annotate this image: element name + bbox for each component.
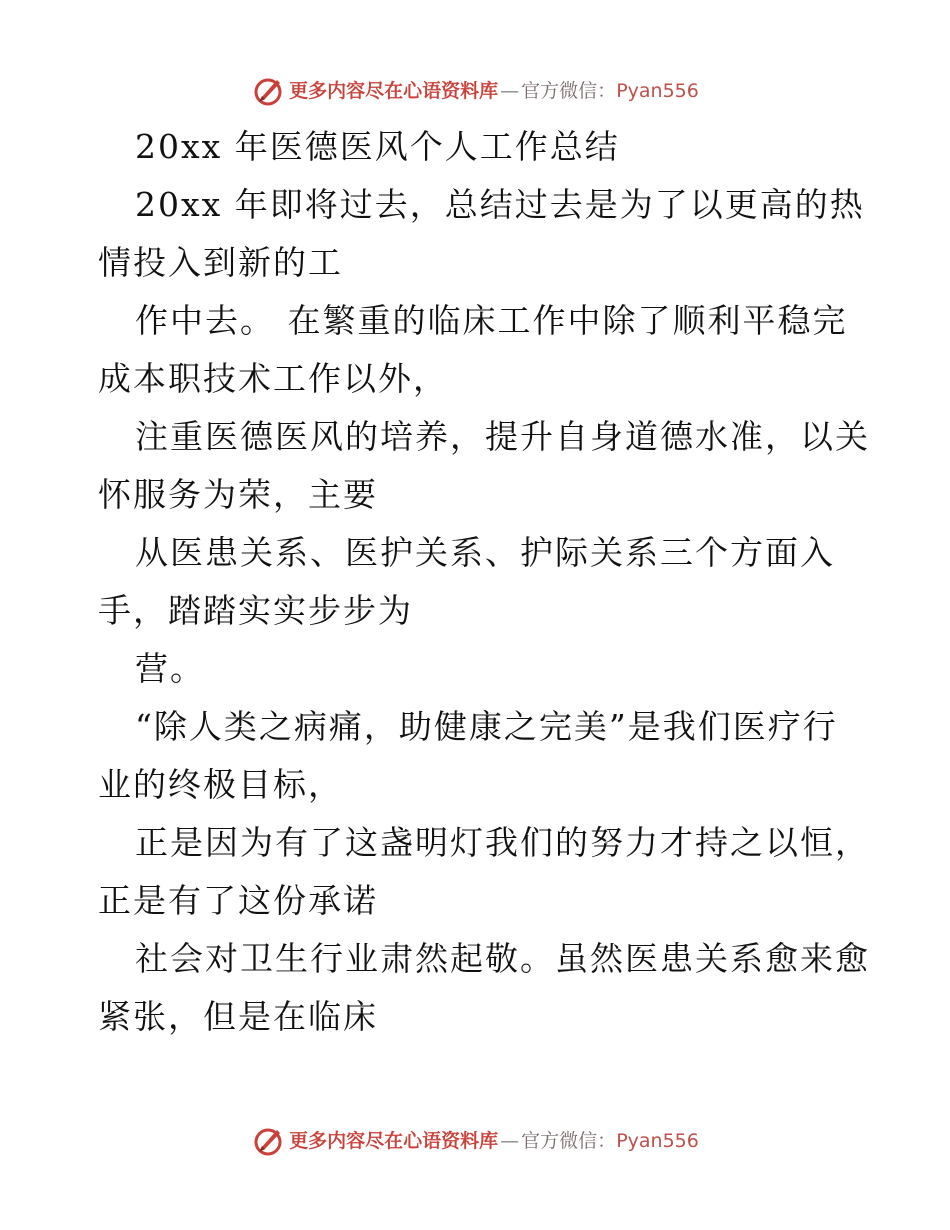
paragraph-line: 20xx 年即将过去，总结过去是为了以更高的热 [135, 185, 865, 224]
paragraph-line: 怀服务为荣，主要 [98, 475, 378, 514]
site-name-text: 更多内容尽在心语资料库 [289, 80, 499, 102]
document-body [98, 118, 870, 1046]
banner-dash: — [500, 1130, 520, 1152]
footer-banner [0, 1124, 950, 1158]
wechat-id: Pyan556 [616, 80, 699, 102]
quill-pen-circle-icon [251, 74, 285, 108]
document-title: 20xx 年医德医风个人工作总结 [135, 127, 620, 166]
quill-pen-circle-icon [251, 1124, 285, 1158]
site-name-text: 更多内容尽在心语资料库 [289, 1130, 499, 1152]
paragraph-line: 业的终极目标， [98, 765, 343, 804]
paragraph-line: “除人类之病痛，助健康之完美”是我们医疗行 [135, 707, 838, 746]
banner-dash: — [500, 80, 520, 102]
paragraph-line: 正是因为有了这盏明灯我们的努力才持之以恒， [135, 823, 870, 862]
paragraph-line: 成本职技术工作以外， [98, 359, 448, 398]
paragraph-line: 手，踏踏实实步步为 [98, 591, 413, 630]
paragraph-line: 作中去。 在繁重的临床工作中除了顺利平稳完 [135, 301, 848, 340]
paragraph-line: 注重医德医风的培养，提升自身道德水准，以关 [135, 417, 870, 456]
paragraph-line: 正是有了这份承诺 [98, 881, 378, 920]
paragraph-line: 营。 [135, 649, 205, 688]
paragraph-line: 从医患关系、医护关系、护际关系三个方面入 [135, 533, 835, 572]
wechat-id: Pyan556 [616, 1130, 699, 1152]
paragraph-line: 紧张，但是在临床 [98, 997, 378, 1036]
paragraph-line: 社会对卫生行业肃然起敬。虽然医患关系愈来愈 [135, 939, 870, 978]
wechat-label: 官方微信： [521, 1130, 617, 1152]
header-banner [0, 74, 950, 108]
paragraph-line: 情投入到新的工 [98, 243, 343, 282]
wechat-label: 官方微信： [521, 80, 617, 102]
